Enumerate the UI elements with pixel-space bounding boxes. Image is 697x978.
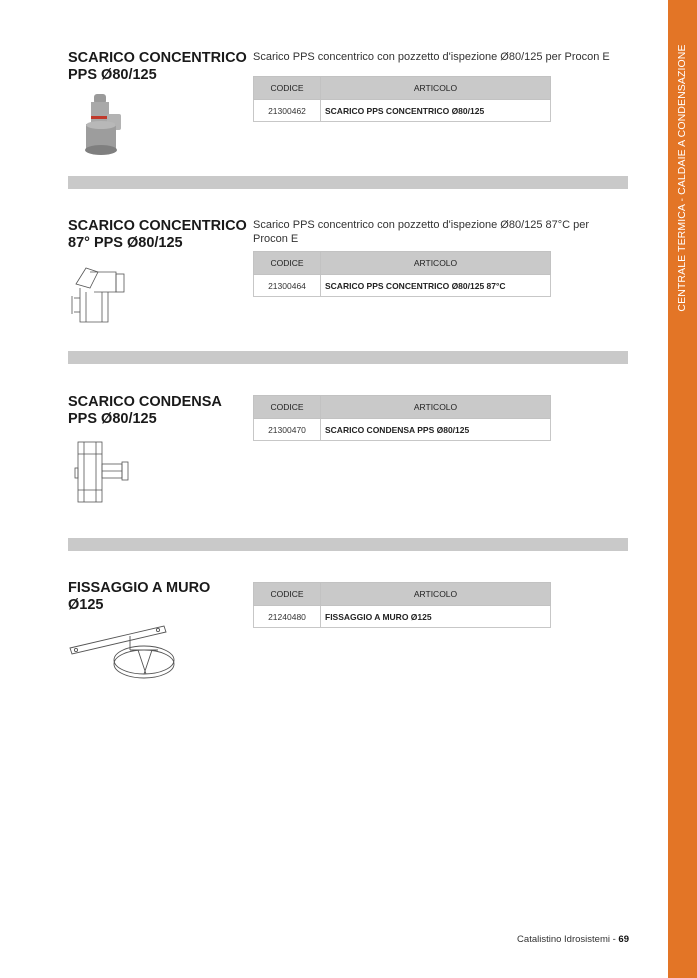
- product-table: [253, 395, 551, 441]
- condensate-drain-drawing: [70, 438, 140, 508]
- product-code: 21300470: [254, 419, 321, 441]
- table-row: [254, 606, 551, 628]
- article-header: ARTICOLO: [321, 77, 551, 100]
- code-header: CODICE: [254, 77, 321, 100]
- code-header: CODICE: [254, 583, 321, 606]
- product-article: FISSAGGIO A MURO Ø125: [321, 606, 551, 628]
- article-header: ARTICOLO: [321, 396, 551, 419]
- product-table: [253, 251, 551, 297]
- section-divider: [68, 351, 628, 364]
- code-header: CODICE: [254, 252, 321, 275]
- code-header: CODICE: [254, 396, 321, 419]
- section-divider: [68, 176, 628, 189]
- product-section-1: [68, 50, 628, 160]
- product-code: 21300464: [254, 275, 321, 297]
- concentric-drain-87-drawing: [68, 262, 132, 328]
- product-title: SCARICO CONCENTRICO PPS Ø80/125: [68, 50, 247, 83]
- article-header: ARTICOLO: [321, 583, 551, 606]
- product-description: Scarico PPS concentrico con pozzetto d'ispezione Ø80/125 per Procon E: [253, 51, 610, 63]
- product-title: SCARICO CONDENSA PPS Ø80/125: [68, 394, 222, 427]
- product-description: Scarico PPS concentrico con pozzetto d'ispezione Ø80/125 87°C per Procon E: [253, 219, 590, 245]
- product-code: 21300462: [254, 100, 321, 122]
- product-section-4: [68, 580, 628, 690]
- product-title: FISSAGGIO A MURO Ø125: [68, 580, 211, 613]
- product-table: [253, 582, 551, 628]
- article-header: ARTICOLO: [321, 252, 551, 275]
- product-title: SCARICO CONCENTRICO 87° PPS Ø80/125: [68, 218, 247, 251]
- concentric-drain-image: [74, 92, 134, 158]
- product-code: 21240480: [254, 606, 321, 628]
- catalog-name: Catalistino Idrosistemi -: [517, 934, 619, 945]
- product-section-3: [68, 394, 628, 509]
- section-divider: [68, 538, 628, 551]
- wall-bracket-drawing: [68, 620, 192, 684]
- product-article: SCARICO CONDENSA PPS Ø80/125: [321, 419, 551, 441]
- product-table: [253, 76, 551, 122]
- table-row: [254, 275, 551, 297]
- product-section-2: [68, 218, 628, 333]
- table-row: [254, 100, 551, 122]
- product-article: SCARICO PPS CONCENTRICO Ø80/125 87°C: [321, 275, 551, 297]
- page-footer: [517, 934, 629, 945]
- product-article: SCARICO PPS CONCENTRICO Ø80/125: [321, 100, 551, 122]
- side-chapter-label: CENTRALE TERMICA - CALDAIE A CONDENSAZIONE: [676, 44, 688, 312]
- page-number: 69: [618, 934, 629, 945]
- table-row: [254, 419, 551, 441]
